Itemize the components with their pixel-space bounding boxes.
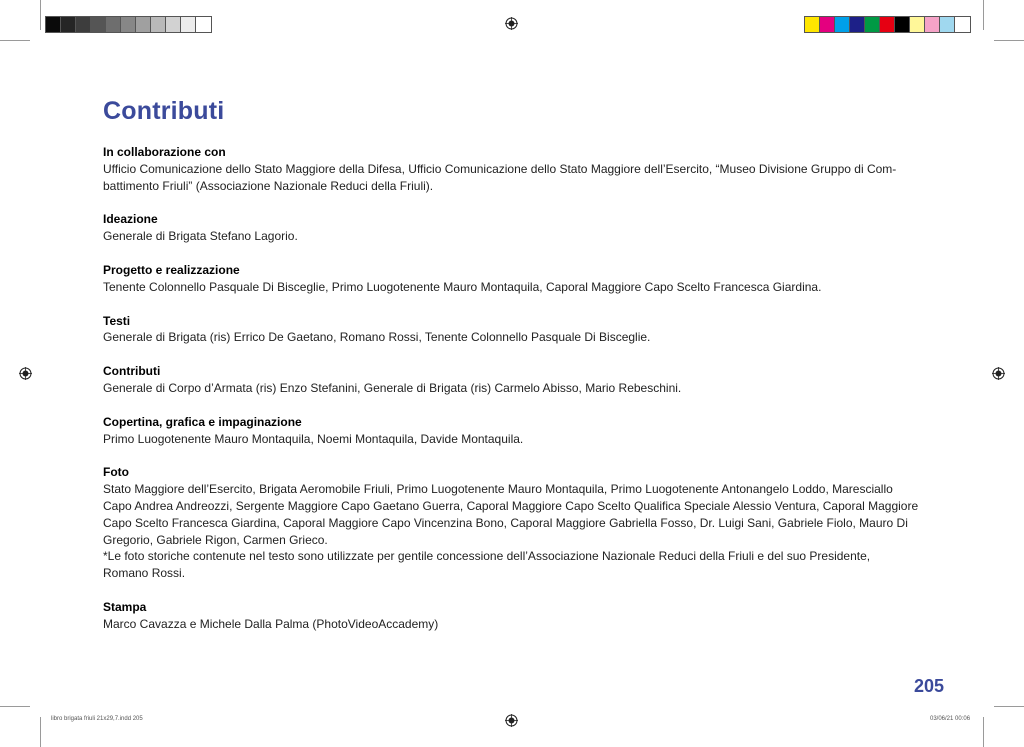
color-swatch <box>910 17 925 32</box>
registration-mark-icon <box>19 367 32 380</box>
section-text-line: Generale di Brigata (ris) Errico De Gaetano, Romano Rossi, Tenente Colonnello Pasquale Di Bisceglie. <box>103 330 651 345</box>
section-heading: Testi <box>103 313 131 328</box>
section-text-line: Capo Scelto Francesca Giardina, Caporal Maggiore Capo Vincenzina Bono, Caporal Maggiore Gabriella Fosso, Dr. Luigi Sani, Gabriele Fiolo, Mauro Di <box>103 515 908 530</box>
color-swatch <box>880 17 895 32</box>
section-heading: In collaborazione con <box>103 145 226 159</box>
section-heading: Contributi <box>103 364 161 379</box>
section-text-line: Tenente Colonnello Pasquale Di Bisceglie, Primo Luogotenente Mauro Montaquila, Caporal Maggiore Capo Scelto Francesca Giardina. <box>103 279 822 294</box>
color-swatch <box>61 17 76 32</box>
section-text-line: Stato Maggiore dell’Esercito, Brigata Aeromobile Friuli, Primo Luogotenente Mauro Montaquila, Primo Luogotenente Antonangelo Loddo, Maresciallo <box>103 482 893 497</box>
color-swatch <box>955 17 970 32</box>
color-swatch <box>106 17 121 32</box>
section-text-line: Capo Andrea Andreozzi, Sergente Maggiore Capo Gaetano Guerra, Caporal Maggiore Capo Scelto Qualifica Speciale Alessio Ventura, Caporal Maggiore <box>103 498 919 513</box>
color-swatch <box>940 17 955 32</box>
process-color-bar <box>804 16 971 33</box>
section-text-line: Generale di Brigata Stefano Lagorio. <box>103 229 298 244</box>
credit-section <box>103 313 953 347</box>
registration-mark-icon <box>505 17 518 30</box>
registration-mark-icon <box>505 714 518 727</box>
section-text-line: Primo Luogotenente Mauro Montaquila, Noemi Montaquila, Davide Montaquila. <box>103 431 524 446</box>
credit-section <box>103 262 953 296</box>
color-swatch <box>820 17 835 32</box>
color-swatch <box>136 17 151 32</box>
color-swatch <box>196 17 211 32</box>
registration-mark-icon <box>992 367 1005 380</box>
color-swatch <box>46 17 61 32</box>
section-text-line: *Le foto storiche contenute nel testo sono utilizzate per gentile concessione dell’Associazione Nazionale Reduci della Friuli e del suo Presidente, <box>103 549 871 564</box>
color-swatch <box>181 17 196 32</box>
color-swatch <box>925 17 940 32</box>
color-swatch <box>121 17 136 32</box>
section-heading: Foto <box>103 465 129 480</box>
crop-mark <box>994 706 1024 707</box>
color-swatch <box>91 17 106 32</box>
gray-color-bar <box>45 16 212 33</box>
section-heading: Copertina, grafica e impaginazione <box>103 414 302 429</box>
color-swatch <box>151 17 166 32</box>
color-swatch <box>835 17 850 32</box>
credit-section <box>103 363 953 397</box>
crop-mark <box>994 40 1024 41</box>
section-heading: Stampa <box>103 599 147 614</box>
crop-mark <box>0 706 30 707</box>
credit-section <box>103 211 953 245</box>
crop-mark <box>0 40 30 41</box>
section-heading: Progetto e realizzazione <box>103 262 240 277</box>
credit-section <box>103 414 953 448</box>
color-swatch <box>850 17 865 32</box>
page-title: Contributi <box>103 96 225 125</box>
page-number: 205 <box>914 676 945 696</box>
section-heading: Ideazione <box>103 212 158 227</box>
slug-date-time: 03/06/21 00:06 <box>930 716 971 722</box>
crop-mark <box>40 717 41 747</box>
color-swatch <box>865 17 880 32</box>
credit-section <box>103 144 953 194</box>
color-swatch <box>805 17 820 32</box>
credits-content <box>103 144 953 650</box>
crop-mark <box>40 0 41 30</box>
credit-section <box>103 464 953 582</box>
crop-mark <box>983 0 984 30</box>
section-text-line: Ufficio Comunicazione dello Stato Maggiore della Difesa, Ufficio Comunicazione dello Stato Maggiore dell’Esercito, “Museo Divisione Gruppo di Com- <box>103 161 897 176</box>
section-text-line: Generale di Corpo d’Armata (ris) Enzo Stefanini, Generale di Brigata (ris) Carmelo Abisso, Mario Rebeschini. <box>103 380 682 395</box>
credit-section <box>103 599 953 633</box>
section-text-line: Romano Rossi. <box>103 566 186 581</box>
section-text-line: Gregorio, Gabriele Rigon, Carmen Grieco. <box>103 532 328 547</box>
color-swatch <box>895 17 910 32</box>
slug-file-info: libro brigata friuli 21x29,7.indd 205 <box>51 716 143 722</box>
section-text-line: Marco Cavazza e Michele Dalla Palma (PhotoVideoAccademy) <box>103 616 439 631</box>
crop-mark <box>983 717 984 747</box>
color-swatch <box>76 17 91 32</box>
color-swatch <box>166 17 181 32</box>
section-text-line: battimento Friuli” (Associazione Nazionale Reduci della Friuli). <box>103 178 434 193</box>
